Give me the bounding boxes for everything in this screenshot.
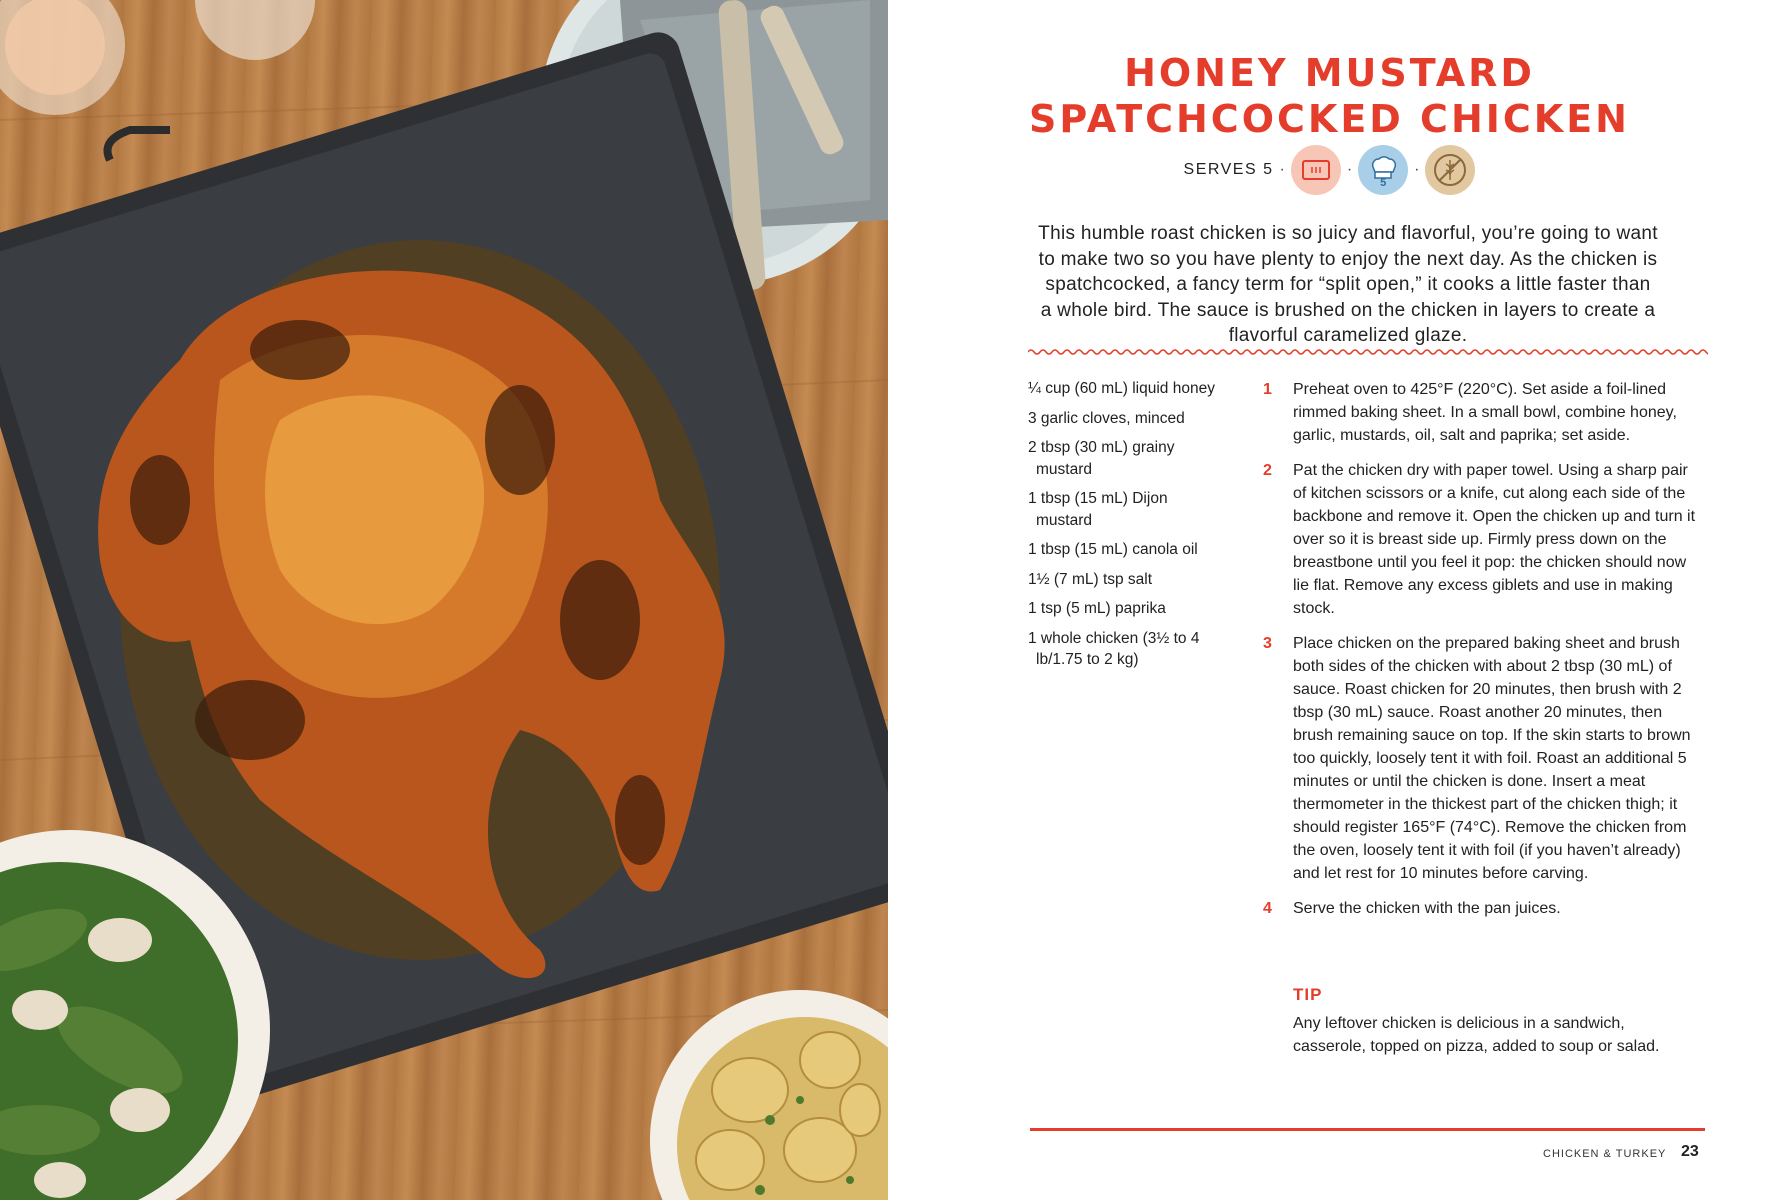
step-text: Place chicken on the prepared baking sheet and brush both sides of the chicken with about 2 tbsp (30 mL) of sauce. Roast chicken for 20 minutes, then brush with 2 tbsp (30 mL) sauce. Roast another 20 minutes, then brush remaining sauce on top. If the skin starts to brown too quickly, loosely tent it with foil. Roast an additional 5 minutes or until the chicken is done. Insert a meat thermometer in the thickest part of the chicken thigh; it should register 165°F (74°C). Remove the chicken from the oven, loosely tent it with foil (if you haven’t already) and let rest for 10 minutes before carving. [1293,635,1691,882]
step-text: Serve the chicken with the pan juices. [1293,900,1561,917]
chef-hat-number: 5 [1380,177,1387,189]
footer-rule [1030,1128,1705,1131]
separator-dot: · [1279,161,1285,178]
method-step [1263,378,1703,447]
recipe-intro: This humble roast chicken is so juicy and flavorful, you’re going to want to make two so you have plenty to enjoy the next day. As the chicken is spatchcocked, a fancy term for “split open,” it cooks a little faster than a whole bird. The sauce is brushed on the chicken in layers to create a flavorful caramelized glaze. [1038,223,1658,346]
gluten-free-icon [1425,145,1475,195]
method-step [1263,632,1703,885]
method-steps [1263,378,1703,932]
tip-heading: TIP [1293,985,1323,1004]
footer-section-name: CHICKEN & TURKEY [1543,1148,1667,1160]
wavy-divider [1028,347,1708,357]
step-text: Preheat oven to 425°F (220°C). Set aside a foil-lined rimmed baking sheet. In a small bowl, combine honey, garlic, mustards, oil, salt and paprika; set aside. [1293,381,1677,444]
title-line-1: HONEY MUSTARD [1124,51,1535,95]
ingredient-item: 1 tbsp (15 mL) Dijon mustard [1028,490,1168,529]
page-number: 23 [1681,1143,1699,1160]
sheet-pan-icon [1291,145,1341,195]
ingredient-item: ¼ cup (60 mL) liquid honey [1028,380,1215,397]
ingredient-item: 3 garlic cloves, minced [1028,409,1185,427]
ingredient-item: 1 tbsp (15 mL) canola oil [1028,541,1198,558]
separator-dot: · [1414,161,1420,178]
ingredient-item: 1½ (7 mL) tsp salt [1028,570,1153,588]
ingredient-item: 2 tbsp (30 mL) grainy mustard [1028,439,1175,478]
recipe-page [888,0,1771,1200]
step-number: 2 [1263,462,1272,479]
ingredient-item: 1 tsp (5 mL) paprika [1028,600,1166,617]
step-number: 3 [1263,635,1272,652]
recipe-title [888,50,1771,142]
serves-row [888,145,1771,195]
chef-hat-5-icon [1358,145,1408,195]
step-number: 1 [1263,381,1272,398]
step-number: 4 [1263,900,1272,917]
method-step [1263,897,1703,920]
tip-text: Any leftover chicken is delicious in a sandwich, casserole, topped on pizza, added to soup or salad. [1293,1015,1660,1055]
ingredients-list [1028,378,1218,679]
separator-dot: · [1346,161,1353,178]
ingredient-item: 1 whole chicken (3½ to 4 lb/1.75 to 2 kg) [1028,629,1200,668]
step-text: Pat the chicken dry with paper towel. Using a sharp pair of kitchen scissors or a knife, cut along each side of the backbone and remove it. Open the chicken up and turn it over so it is breast side up. Firmly press down on the breastbone until you feel it pop: the chicken should now lie flat. Remove any excess giblets and use in making stock. [1293,462,1696,617]
title-line-2: SPATCHCOCKED CHICKEN [1029,97,1630,141]
serves-label: SERVES 5 [1183,161,1274,178]
method-step [1263,459,1703,620]
